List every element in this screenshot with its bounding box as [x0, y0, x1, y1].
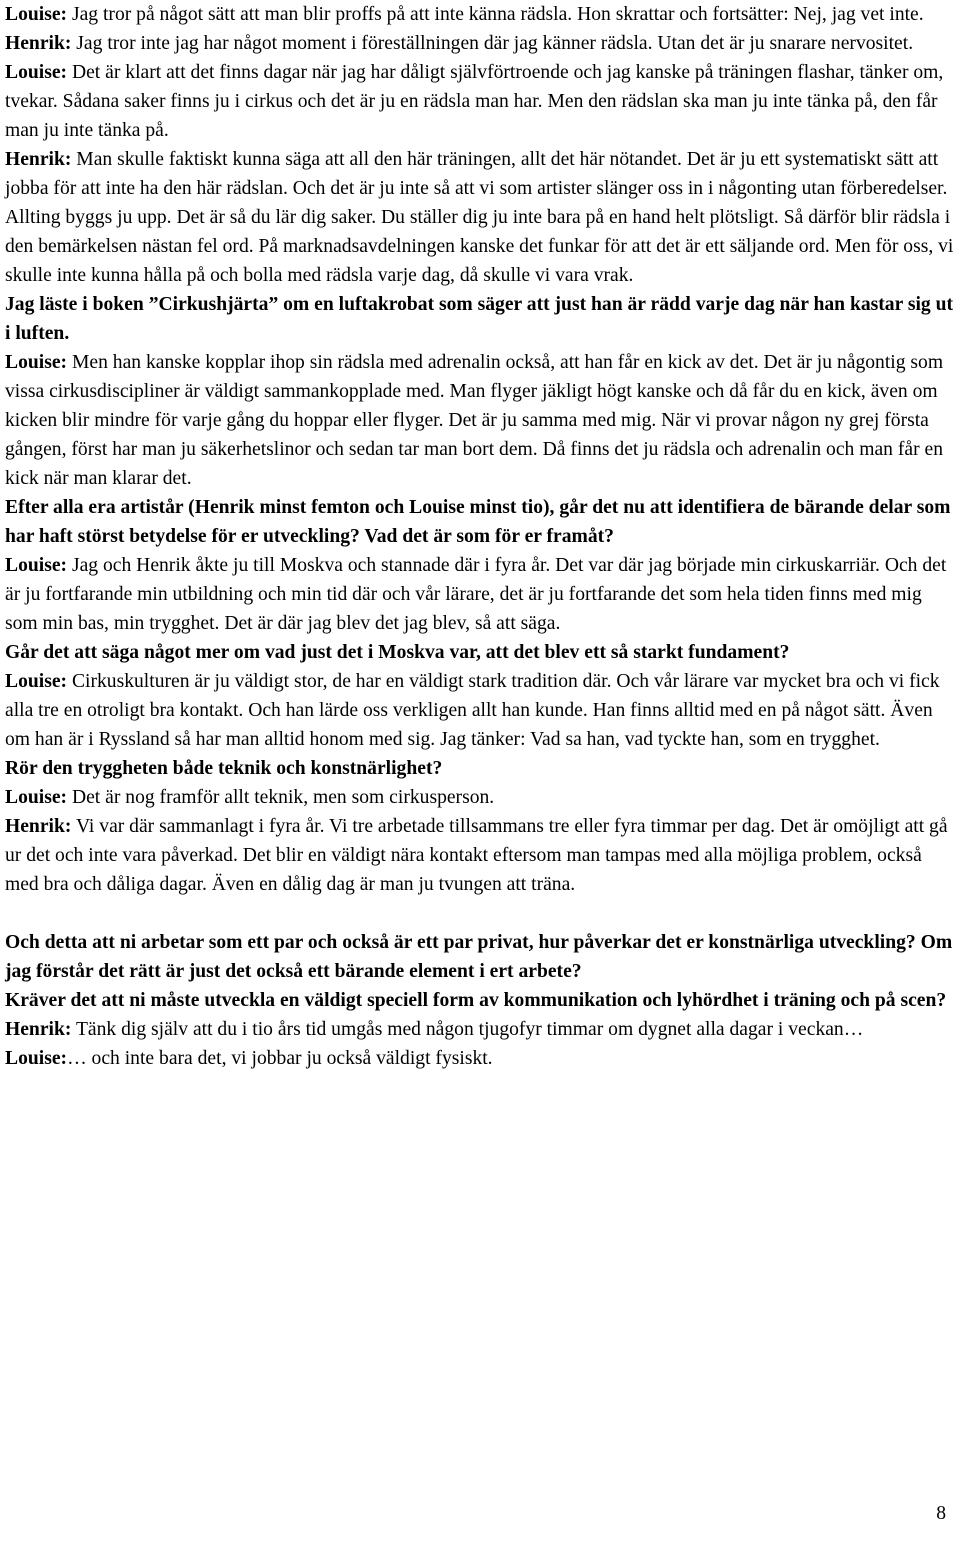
- speaker-label: Louise:: [5, 62, 68, 83]
- dialogue-line: [5, 1044, 955, 1073]
- interview-question: Kräver det att ni måste utveckla en väldigt speciell form av kommunikation och lyhördhet i träning och på scen?: [5, 990, 947, 1011]
- dialogue-text: Tänk dig själv att du i tio års tid umgås med någon tjugofyr timmar om dygnet alla dagar i veckan…: [71, 1019, 864, 1040]
- page-number: 8: [936, 1503, 946, 1524]
- paragraph-spacer: [5, 899, 955, 928]
- speaker-label: Louise:: [5, 352, 68, 373]
- speaker-label: Henrik:: [5, 149, 72, 170]
- dialogue-line: [5, 551, 955, 638]
- document-page: [5, 0, 955, 1073]
- dialogue-line: [5, 783, 955, 812]
- dialogue-line: [5, 348, 955, 493]
- speaker-label: Louise:: [5, 787, 68, 808]
- dialogue-text: Jag tror på något sätt att man blir proffs på att inte känna rädsla. Hon skrattar och fortsätter: Nej, jag vet inte.: [67, 4, 924, 25]
- dialogue-line: [5, 0, 955, 29]
- dialogue-line: [5, 812, 955, 899]
- dialogue-line: [5, 1015, 955, 1044]
- dialogue-line: [5, 29, 955, 58]
- dialogue-text: Jag och Henrik åkte ju till Moskva och stannade där i fyra år. Det var där jag började min cirkuskarriär. Och det är ju fortfarande min utbildning och min tid där och vår lärare, det är ju fortfarande det som hela tiden finns med mig som min bas, min trygghet. Det är där jag blev det jag blev, så att säga.: [5, 555, 947, 634]
- interview-question: Rör den tryggheten både teknik och konstnärlighet?: [5, 758, 443, 779]
- speaker-label: Henrik:: [5, 816, 72, 837]
- interview-question: Jag läste i boken ”Cirkushjärta” om en luftakrobat som säger att just han är rädd varje dag när han kastar sig ut i luften.: [5, 294, 954, 344]
- speaker-label: Louise:: [5, 555, 68, 576]
- dialogue-line: [5, 145, 955, 290]
- dialogue-text: Man skulle faktiskt kunna säga att all den här träningen, allt det här nötandet. Det är ju ett systematiskt sätt att jobba för att inte ha den här rädslan. Och det är ju inte så att vi som artister slänger oss in i någonting utan förberedelser. Allting byggs ju upp. Det är så du lär dig saker. Du ställer dig ju inte bara på en hand helt plötsligt. Så därför blir rädsla i den bemärkelsen nästan fel ord. På marknadsavdelningen kanske det funkar för att det är ett säljande ord. Men för oss, vi skulle inte kunna hålla på och bolla med rädsla varje dag, då skulle vi vara vrak.: [5, 149, 954, 286]
- dialogue-text: Det är klart att det finns dagar när jag har dåligt självförtroende och jag kanske på träningen flashar, tänker om, tvekar. Sådana saker finns ju i cirkus och det är ju en rädsla man har. Men den rädslan ska man ju inte tänka på, den får man ju inte tänka på.: [5, 62, 944, 141]
- dialogue-text: Det är nog framför allt teknik, men som cirkusperson.: [67, 787, 495, 808]
- dialogue-text: Cirkuskulturen är ju väldigt stor, de har en väldigt stark tradition där. Och vår lärare var mycket bra och vi fick alla tre en otroligt bra kontakt. Och han lärde oss verkligen allt han kunde. Han finns alltid med en på något sätt. Även om han är i Ryssland så har man alltid honom med sig. Jag tänker: Vad sa han, vad tyckte han, som en trygghet.: [5, 671, 940, 750]
- dialogue-text: … och inte bara det, vi jobbar ju också väldigt fysiskt.: [67, 1048, 493, 1069]
- speaker-label: Louise:: [5, 671, 68, 692]
- interview-question: Och detta att ni arbetar som ett par och också är ett par privat, hur påverkar det er konstnärliga utveckling? Om jag förstår det rätt är just det också ett bärande element i ert arbete?: [5, 932, 953, 982]
- speaker-label: Henrik:: [5, 33, 72, 54]
- dialogue-text: Jag tror inte jag har något moment i föreställningen där jag känner rädsla. Utan det är ju snarare nervositet.: [71, 33, 914, 54]
- speaker-label: Henrik:: [5, 1019, 72, 1040]
- dialogue-text: Vi var där sammanlagt i fyra år. Vi tre arbetade tillsammans tre eller fyra timmar per dag. Det är omöjligt att gå ur det och inte vara påverkad. Det blir en väldigt nära kontakt eftersom man tampas med alla möjliga problem, också med bra och dåliga dagar. Även en dålig dag är man ju tvungen att träna.: [5, 816, 948, 895]
- speaker-label: Louise:: [5, 4, 68, 25]
- dialogue-line: [5, 58, 955, 145]
- interview-question: Går det att säga något mer om vad just det i Moskva var, att det blev ett så starkt fundament?: [5, 642, 790, 663]
- interview-question: Efter alla era artistår (Henrik minst femton och Louise minst tio), går det nu att identifiera de bärande delar som har haft störst betydelse för er utveckling? Vad det är som för er framåt?: [5, 497, 951, 547]
- dialogue-line: [5, 667, 955, 754]
- dialogue-text: Men han kanske kopplar ihop sin rädsla med adrenalin också, att han får en kick av det. Det är ju någontig som vissa cirkusdiscipliner är väldigt sammankopplade med. Man flyger jäkligt högt kanske och då får du en kick, även om kicken blir mindre för varje gång du hoppar eller flyger. Det är ju samma med mig. När vi provar någon ny grej första gången, först har man ju säkerhetslinor och sedan tar man bort dem. Då finns det ju rädsla och adrenalin och man får en kick när man klarar det.: [5, 352, 944, 489]
- speaker-label: Louise:: [5, 1048, 68, 1069]
